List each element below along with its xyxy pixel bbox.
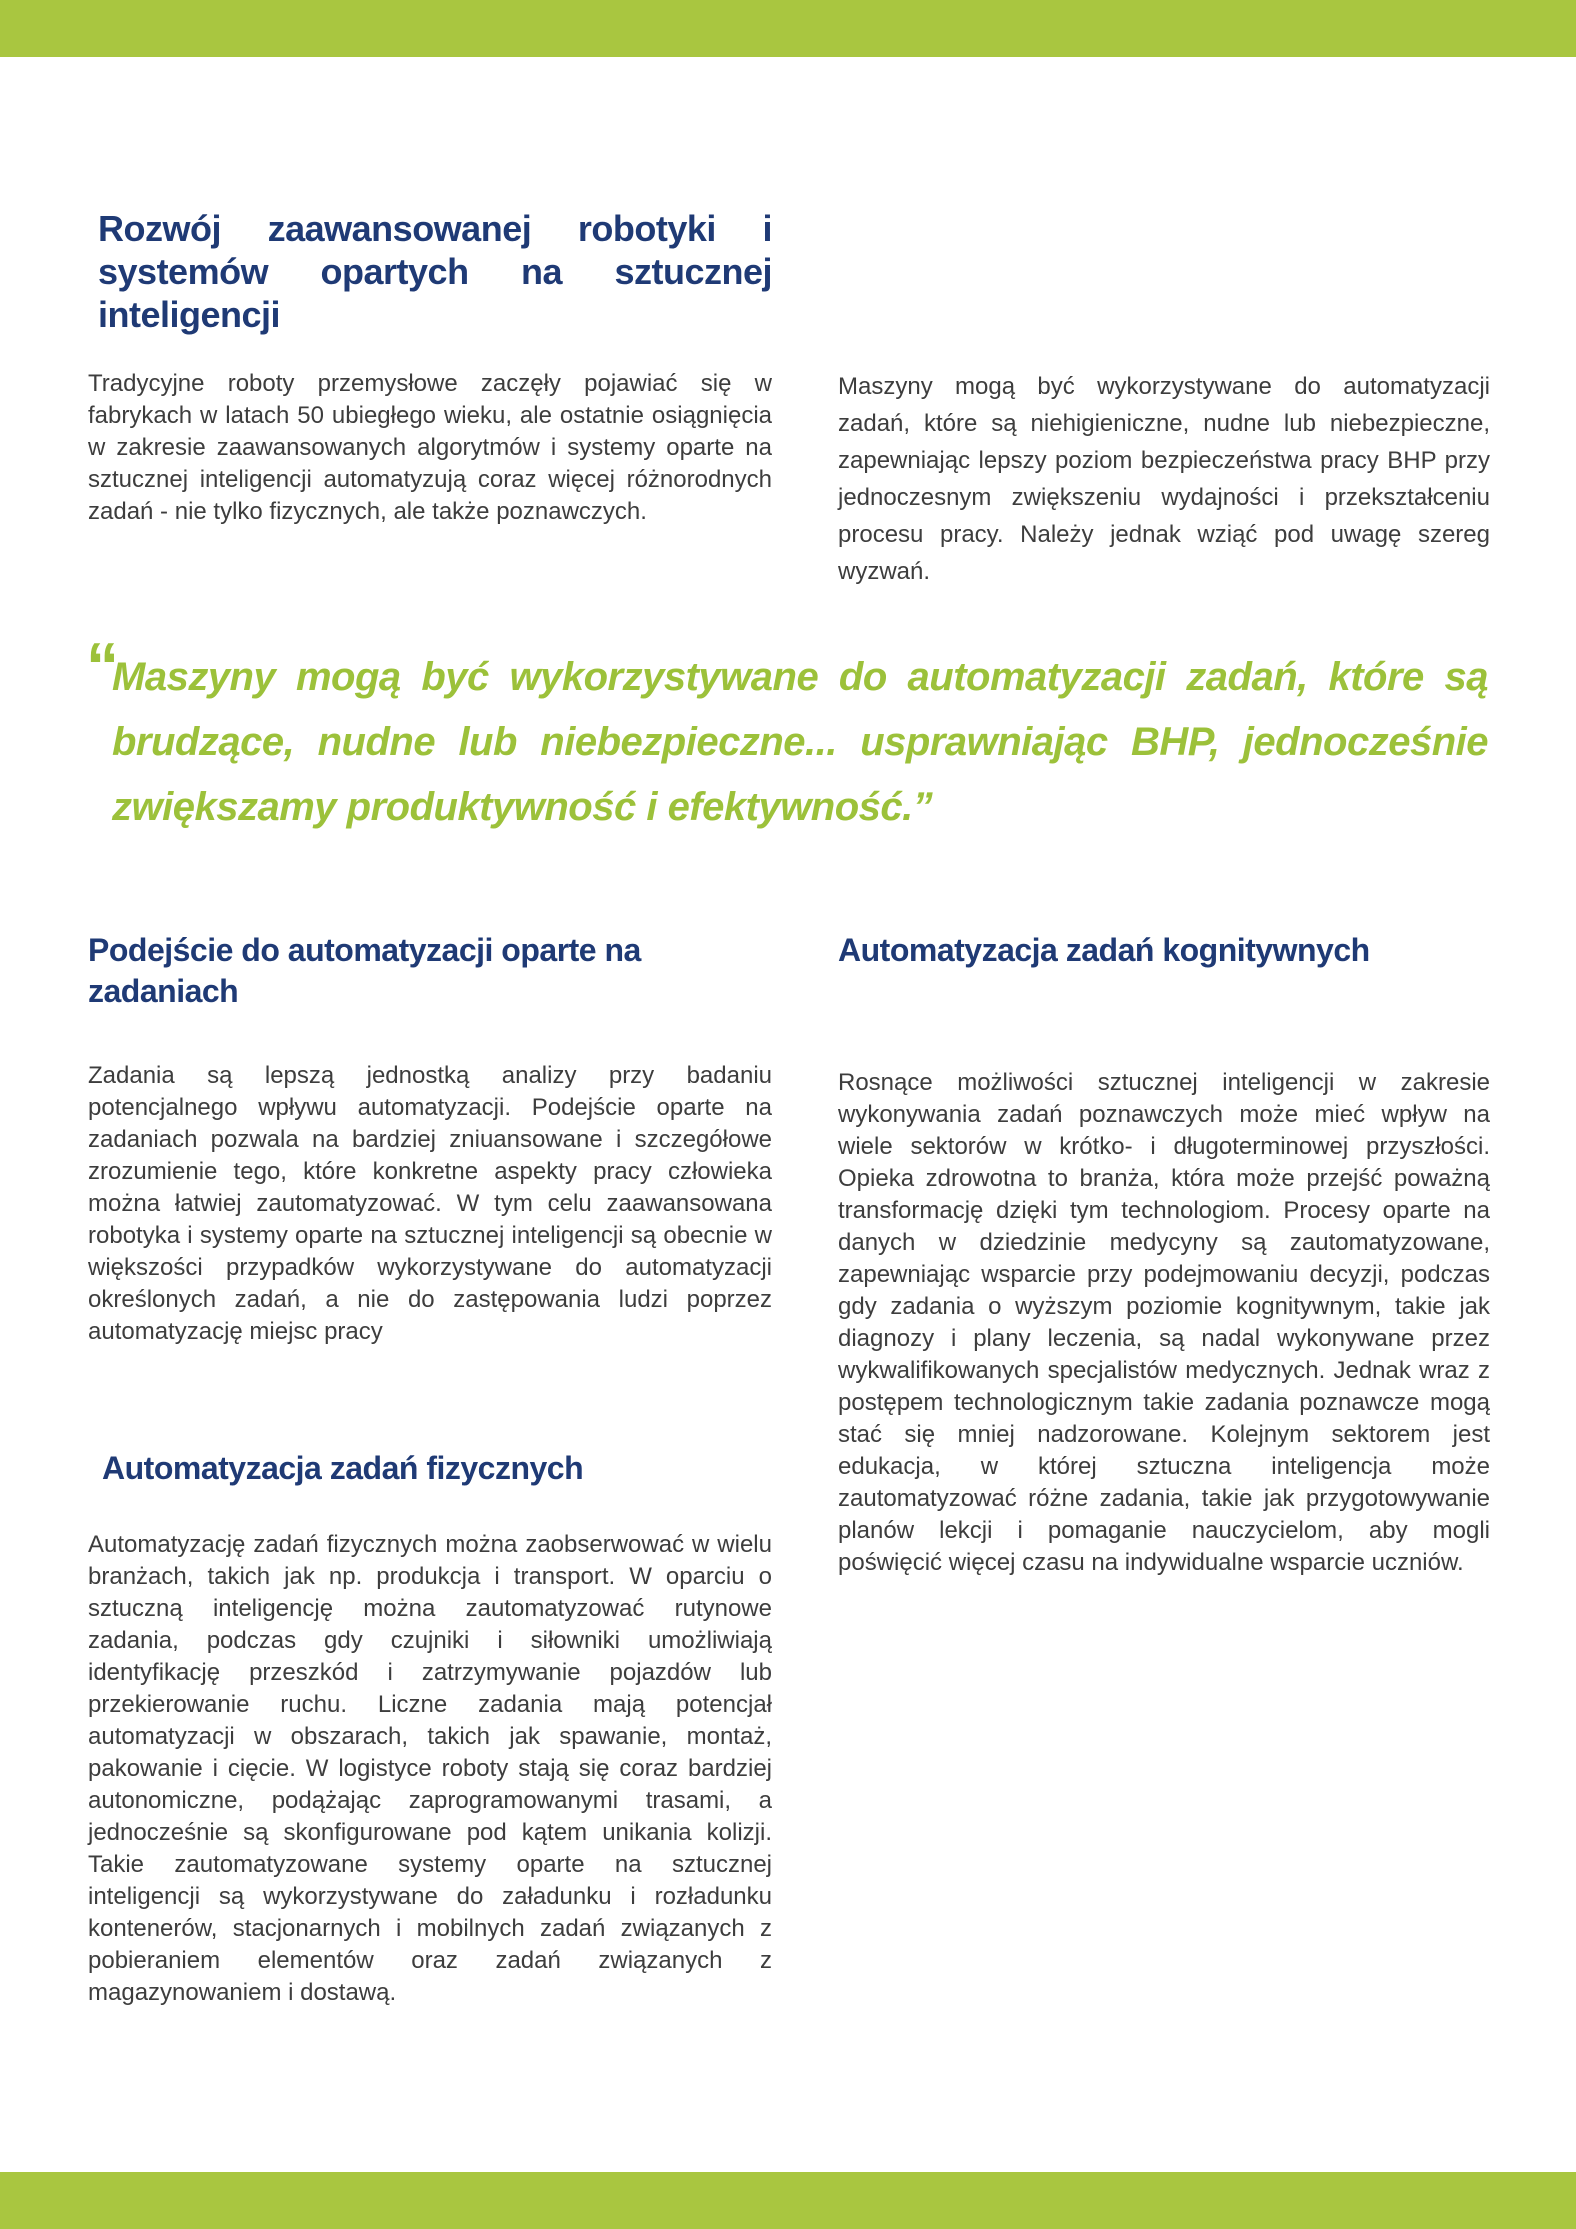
tasks-paragraph: Zadania są lepszą jednostką analizy przy badaniu potencjalnego wpływu automatyzacji. Podejście oparte na zadaniach pozwala na bardziej zniuansowane i szczegółowe zrozumienie tego, które konkretne aspekty pracy człowieka można łatwiej zautomatyzować. W tym celu zaawansowana robotyka i systemy oparte na sztucznej inteligencji są obecnie w większości przypadków wykorzystywane do automatyzacji określonych zadań, a nie do zastępowania ludzi poprzez automatyzację miejsc pracy <box>88 1062 772 1345</box>
intro-left-paragraph: Tradycyjne roboty przemysłowe zaczęły pojawiać się w fabrykach w latach 50 ubiegłego wieku, ale ostatnie osiągnięcia w zakresie zaawansowanych algorytmów i systemy oparte na sztucznej inteligencji automatyzują coraz więcej różnorodnych zadań - nie tylko fizycznych, ale także poznawczych. <box>88 370 772 525</box>
bottom-accent-bar <box>0 2172 1576 2229</box>
quote-text: Maszyny mogą być wykorzystywane do automatyzacji zadań, które są brudzące, nudne lub niebezpieczne... usprawniając BHP, jednocześnie zwiększamy produktywność i efektywność.” <box>112 655 1488 829</box>
quote-open-mark: “ <box>86 629 119 703</box>
section-title-cognitive: Automatyzacja zadań kognitywnych <box>838 932 1370 968</box>
cognitive-paragraph: Rosnące możliwości sztucznej inteligencji w zakresie wykonywania zadań poznawczych może mieć wpływ na wiele sektorów w krótko- i długoterminowej przyszłości. Opieka zdrowotna to branża, która może przejść poważną transformację dzięki tym technologiom. Procesy oparte na danych w dziedzinie medycyny są zautomatyzowane, zapewniając wsparcie przy podejmowaniu decyzji, podczas gdy zadania o wyższym poziomie kognitywnym, takie jak diagnozy i plany leczenia, są nadal wykonywane przez wykwalifikowanych specjalistów medycznych. Jednak wraz z postępem technologicznym takie zadania poznawcze mogą stać się mniej nadzorowane. Kolejnym sektorem jest edukacja, w której sztuczna inteligencja może zautomatyzować różne zadania, takie jak przygotowywanie planów lekcji i pomaganie nauczycielom, aby mogli poświęcić więcej czasu na indywidualne wsparcie uczniów. <box>838 1069 1490 1576</box>
section-title-physical: Automatyzacja zadań fizycznych <box>102 1450 584 1486</box>
sections-columns <box>88 930 1490 2009</box>
intro-columns <box>88 368 1490 590</box>
left-column <box>88 930 772 2009</box>
physical-paragraph: Automatyzację zadań fizycznych można zaobserwować w wielu branżach, takich jak np. produkcja i transport. W oparciu o sztuczną inteligencję można zautomatyzować rutynowe zadania, podczas gdy czujniki i siłowniki umożliwiają identyfikację przeszkód i zatrzymywanie pojazdów lub przekierowanie ruchu. Liczne zadania mają potencjał automatyzacji w obszarach, takich jak spawanie, montaż, pakowanie i cięcie. W logistyce roboty stają się coraz bardziej autonomiczne, podążając zaprogramowanymi trasami, a jednocześnie są skonfigurowane pod kątem unikania kolizji. Takie zautomatyzowane systemy oparte na sztucznej inteligencji są wykorzystywane do załadunku i rozładunku kontenerów, stacjonarnych i mobilnych zadań związanych z pobieraniem elementów oraz zadań związanych z magazynowaniem i dostawą. <box>88 1531 772 2006</box>
intro-right-paragraph: Maszyny mogą być wykorzystywane do automatyzacji zadań, które są niehigieniczne, nudne lub niebezpieczne, zapewniając lepszy poziom bezpieczeństwa pracy BHP przy jednoczesnym zwiększeniu wydajności i przekształceniu procesu pracy. Należy jednak wziąć pod uwagę szereg wyzwań. <box>838 373 1490 585</box>
page-title: Rozwój zaawansowanej robotyki i systemów opartych na sztucznej inteligencji <box>98 208 772 335</box>
pull-quote <box>86 629 1488 840</box>
top-accent-bar <box>0 0 1576 57</box>
section-title-tasks: Podejście do automatyzacji oparte na zadaniach <box>88 932 641 1009</box>
right-column <box>838 930 1490 2009</box>
